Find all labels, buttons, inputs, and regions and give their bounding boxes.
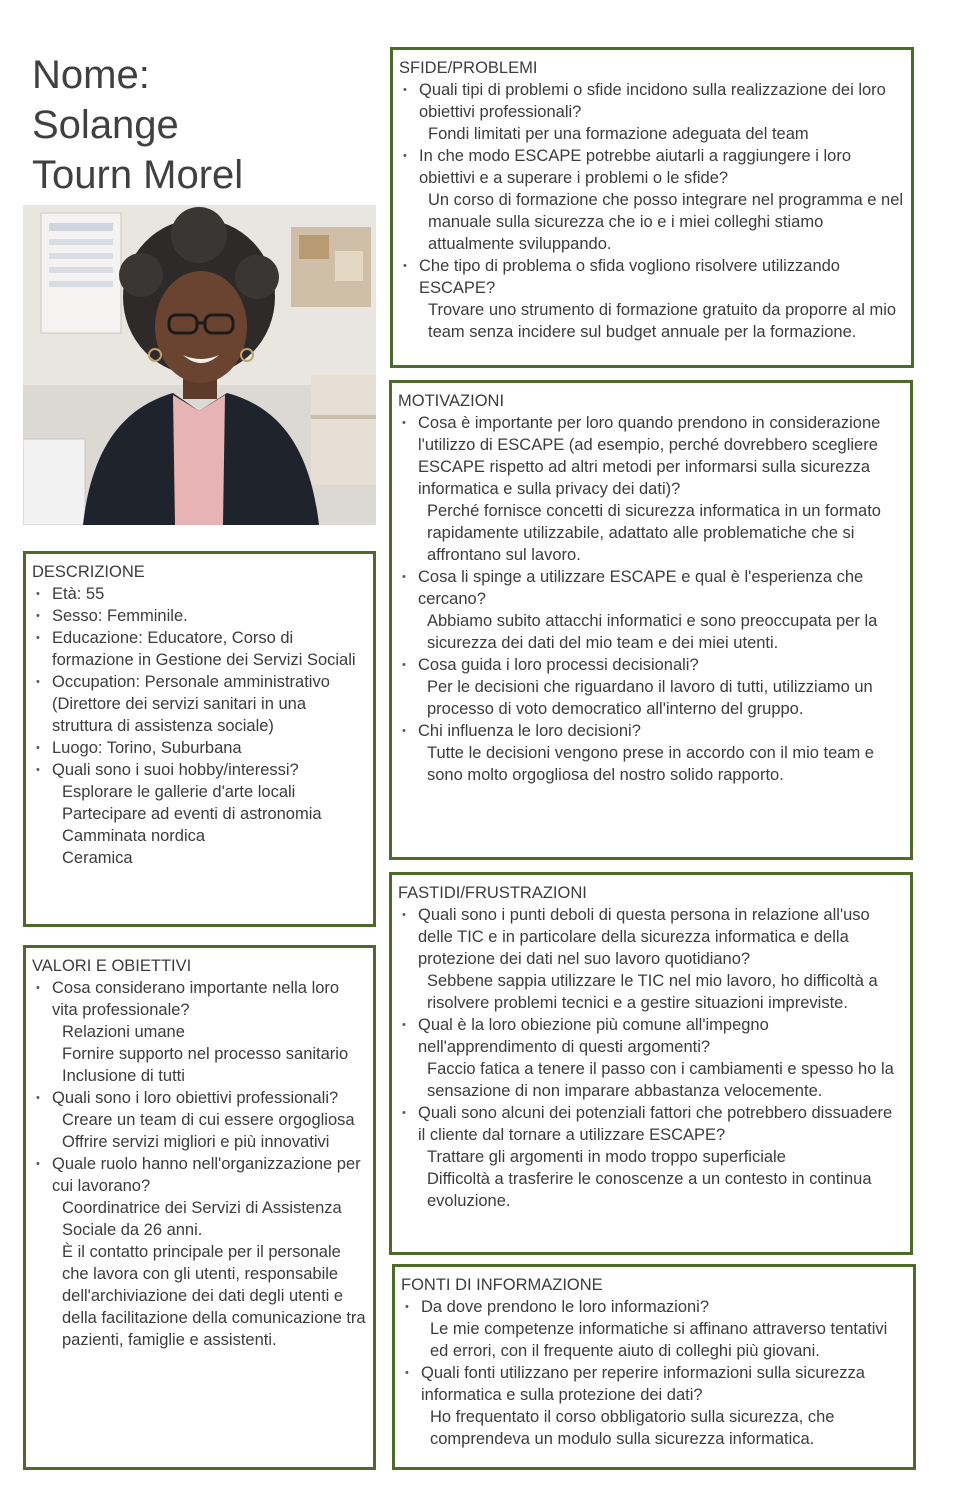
list-item: • Cosa considerano importante nella loro vita professionale? <box>32 977 367 1021</box>
persona-photo <box>23 205 376 525</box>
list-item: • Chi influenza le loro decisioni? <box>398 720 904 742</box>
list-item: • Età: 55 <box>32 583 367 605</box>
answer-text: Trattare gli argomenti in modo troppo superficiale <box>427 1148 786 1166</box>
answer-block <box>401 1318 907 1362</box>
list-item: • Quali tipi di problemi o sfide incidono sulla realizzazione dei loro obiettivi professionali? <box>399 79 905 123</box>
sfide-section <box>390 47 914 368</box>
descrizione-section <box>23 551 376 927</box>
fonti-section <box>392 1264 916 1470</box>
list-item: • Che tipo di problema o sfida vogliono risolvere utilizzando ESCAPE? <box>399 255 905 299</box>
answer-text: Coordinatrice dei Servizi di Assistenza Sociale da 26 anni. <box>62 1199 342 1239</box>
section-title: MOTIVAZIONI <box>398 392 505 410</box>
list-item: • Cosa li spinge a utilizzare ESCAPE e qual è l'esperienza che cercano? <box>398 566 904 610</box>
answer-text: Un corso di formazione che posso integrare nel programma e nel manuale sulla sicurezza che io e i miei colleghi stiamo attualmente sviluppando. <box>428 191 904 253</box>
list-item: • In che modo ESCAPE potrebbe aiutarli a raggiungere i loro obiettivi e a superare i problemi o le sfide? <box>399 145 905 189</box>
answer-block <box>398 676 904 720</box>
valori-list <box>32 977 367 1021</box>
answer-block <box>398 1058 904 1102</box>
list-item: • Occupation: Personale amministrativo (Direttore dei servizi sanitari in una struttura di assistenza sociale) <box>32 671 367 737</box>
answer-text: Abbiamo subito attacchi informatici e sono preoccupata per la sicurezza dei dati del mio team e dei miei utenti. <box>427 612 878 652</box>
list-item: • Cosa guida i loro processi decisionali? <box>398 654 904 676</box>
section-title: DESCRIZIONE <box>32 563 145 581</box>
answer-text: Trovare uno strumento di formazione gratuito da proporre al mio team senza incidere sul budget annuale per la formazione. <box>428 301 897 341</box>
answer-text: Faccio fatica a tenere il passo con i cambiamenti e spesso ho la sensazione di non imparare abbastanza velocemente. <box>427 1060 894 1100</box>
answer-text: Offrire servizi migliori e più innovativi <box>62 1133 330 1151</box>
section-title: SFIDE/PROBLEMI <box>399 59 538 77</box>
answer-block <box>32 1197 367 1351</box>
answer-text: Inclusione di tutti <box>62 1067 185 1085</box>
answer-text: Tutte le decisioni vengono prese in accordo con il mio team e sono molto orgogliosa del nostro solido rapporto. <box>427 744 874 784</box>
answer-text: Ceramica <box>62 849 133 867</box>
list-item: • Quali sono alcuni dei potenziali fattori che potrebbero dissuadere il cliente dal tornare a utilizzare ESCAPE? <box>398 1102 904 1146</box>
answer-text: Fondi limitati per una formazione adeguata del team <box>428 125 809 143</box>
list-item: • Cosa è importante per loro quando prendono in considerazione l'utilizzo di ESCAPE (ad esempio, perché dovrebbero scegliere ESCAPE rispetto ad altri metodi per informarsi sulla sicurezza informatica e sulla privacy dei dati)? <box>398 412 904 500</box>
descrizione-list <box>32 583 367 781</box>
answer-text: Sebbene sappia utilizzare le TIC nel mio lavoro, ho difficoltà a risolvere problemi tecnici e a gestire situazioni impreviste. <box>427 972 878 1012</box>
answer-text: È il contatto principale per il personale che lavora con gli utenti, responsabile dell'archiviazione dei dati degli utenti e della facilitazione della comunicazione tra pazienti, famiglie e assistenti. <box>62 1243 366 1349</box>
list-item: • Qual è la loro obiezione più comune all'impegno nell'apprendimento di questi argomenti? <box>398 1014 904 1058</box>
answer-block <box>401 1406 907 1450</box>
answer-text: Relazioni umane <box>62 1023 185 1041</box>
list-item: • Luogo: Torino, Suburbana <box>32 737 367 759</box>
answer-block <box>399 189 905 255</box>
list-item: • Quali sono i loro obiettivi professionali? <box>32 1087 367 1109</box>
name-line: Nome: <box>32 53 150 97</box>
answer-block <box>398 610 904 654</box>
answer-text: Ho frequentato il corso obbligatorio sulla sicurezza, che comprendeva un modulo sulla sicurezza informatica. <box>430 1408 835 1448</box>
answer-text: Le mie competenze informatiche si affinano attraverso tentativi ed errori, con il frequente aiuto di colleghi più giovani. <box>430 1320 888 1360</box>
answer-text: Creare un team di cui essere orgogliosa <box>62 1111 355 1129</box>
answer-block <box>398 1146 904 1212</box>
answer-block <box>398 500 904 566</box>
answer-text: Partecipare ad eventi di astronomia <box>62 805 322 823</box>
section-title: VALORI E OBIETTIVI <box>32 957 192 975</box>
answer-text: Fornire supporto nel processo sanitario <box>62 1045 349 1063</box>
answer-block <box>32 1109 367 1153</box>
list-item: • Quali sono i punti deboli di questa persona in relazione all'uso delle TIC e in particolare della sicurezza informatica e della protezione dei dati nel suo lavoro quotidiano? <box>398 904 904 970</box>
answer-block <box>32 1021 367 1087</box>
answer-block <box>398 970 904 1014</box>
answer-block <box>399 123 905 145</box>
name-line: Tourn Morel <box>32 153 244 197</box>
list-item: • Sesso: Femminile. <box>32 605 367 627</box>
list-item: • Quali sono i suoi hobby/interessi? <box>32 759 367 781</box>
answer-text: Difficoltà a trasferire le conoscenze a un contesto in continua evoluzione. <box>427 1170 872 1210</box>
answer-block <box>32 781 367 869</box>
section-title: FASTIDI/FRUSTRAZIONI <box>398 884 587 902</box>
answer-text: Camminata nordica <box>62 827 206 845</box>
answer-text: Perché fornisce concetti di sicurezza informatica in un formato rapidamente utilizzabile, adattato alle problematiche che si affrontano sul lavoro. <box>427 502 881 564</box>
answer-block <box>399 299 905 343</box>
valori-section <box>23 945 376 1470</box>
list-item: • Quali fonti utilizzano per reperire informazioni sulla sicurezza informatica e sulla protezione dei dati? <box>401 1362 907 1406</box>
answer-text: Per le decisioni che riguardano il lavoro di tutti, utilizziamo un processo di voto democratico all'interno del gruppo. <box>427 678 873 718</box>
name-line: Solange <box>32 103 179 147</box>
list-item: • Da dove prendono le loro informazioni? <box>401 1296 907 1318</box>
motivazioni-section <box>389 380 913 860</box>
answer-text: Esplorare le gallerie d'arte locali <box>62 783 296 801</box>
persona-name <box>32 50 372 200</box>
section-title: FONTI DI INFORMAZIONE <box>401 1276 603 1294</box>
list-item: • Educazione: Educatore, Corso di formazione in Gestione dei Servizi Sociali <box>32 627 367 671</box>
persona-portrait-icon <box>23 205 376 525</box>
list-item: • Quale ruolo hanno nell'organizzazione per cui lavorano? <box>32 1153 367 1197</box>
fastidi-section <box>389 872 913 1255</box>
answer-block <box>398 742 904 786</box>
